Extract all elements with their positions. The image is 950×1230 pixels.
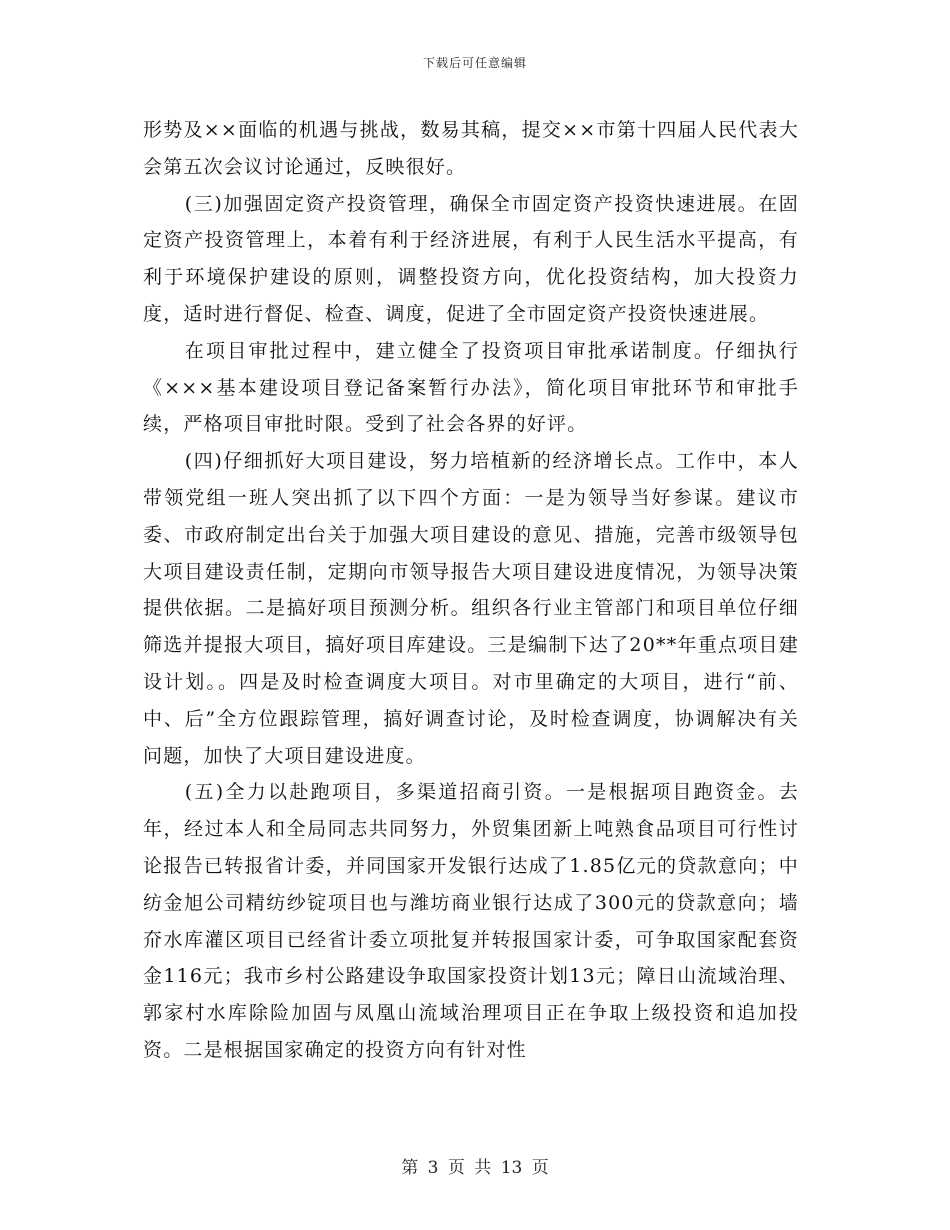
document-body — [143, 112, 799, 1069]
paragraph-2: (三)加强固定资产投资管理，确保全市固定资产投资快速进展。在固定资产投资管理上，本着有利于经济进展，有利于人民生活水平提高，有利于环境保护建设的原则，调整投资方向，优化投资结构，加大投资力度，适时进行督促、检查、调度，促进了全市固定资产投资快速进展。 — [143, 192, 799, 325]
paragraph-1: 形势及××面临的机遇与挑战，数易其稿，提交××市第十四届人民代表大会第五次会议讨论通过，反映很好。 — [143, 119, 799, 178]
page-footer: 第 3 页 共 13 页 — [401, 1158, 549, 1178]
paragraph-3: 在项目审批过程中，建立健全了投资项目审批承诺制度。仔细执行《×××基本建设项目登记备案暂行办法》，简化项目审批环节和审批手续，严格项目审批时限。受到了社会各界的好评。 — [143, 339, 799, 436]
paragraph-5: (五)全力以赴跑项目，多渠道招商引资。一是根据项目跑资金。去年，经过本人和全局同志共同努力，外贸集团新上吨熟食品项目可行性讨论报告已转报省计委，并同国家开发银行达成了1.85亿元的贷款意向；中纺金旭公司精纺纱锭项目也与潍坊商业银行达成了300元的贷款意向；墙夼水库灌区项目已经省计委立项批复并转报国家计委，可争取国家配套资金116元；我市乡村公路建设争取国家投资计划13元；障日山流域治理、郭家村水库除险加固与凤凰山流域治理项目正在争取上级投资和追加投资。二是根据国家确定的投资方向有针对性 — [143, 781, 799, 1061]
page-header: 下载后可任意编辑 — [422, 56, 527, 70]
paragraph-4: (四)仔细抓好大项目建设，努力培植新的经济增长点。工作中，本人带领党组一班人突出抓了以下四个方面：一是为领导当好参谋。建议市委、市政府制定出台关于加强大项目建设的意见、措施，完善市级领导包大项目建设责任制，定期向市领导报告大项目建设进度情况，为领导决策提供依据。二是搞好项目预测分析。组织各行业主管部门和项目单位仔细筛选并提报大项目，搞好项目库建设。三是编制下达了20**年重点项目建设计划。。四是及时检查调度大项目。对市里确定的大项目，进行“前、中、后”全方位跟踪管理，搞好调查讨论，及时检查调度，协调解决有关问题，加快了大项目建设进度。 — [143, 450, 799, 767]
